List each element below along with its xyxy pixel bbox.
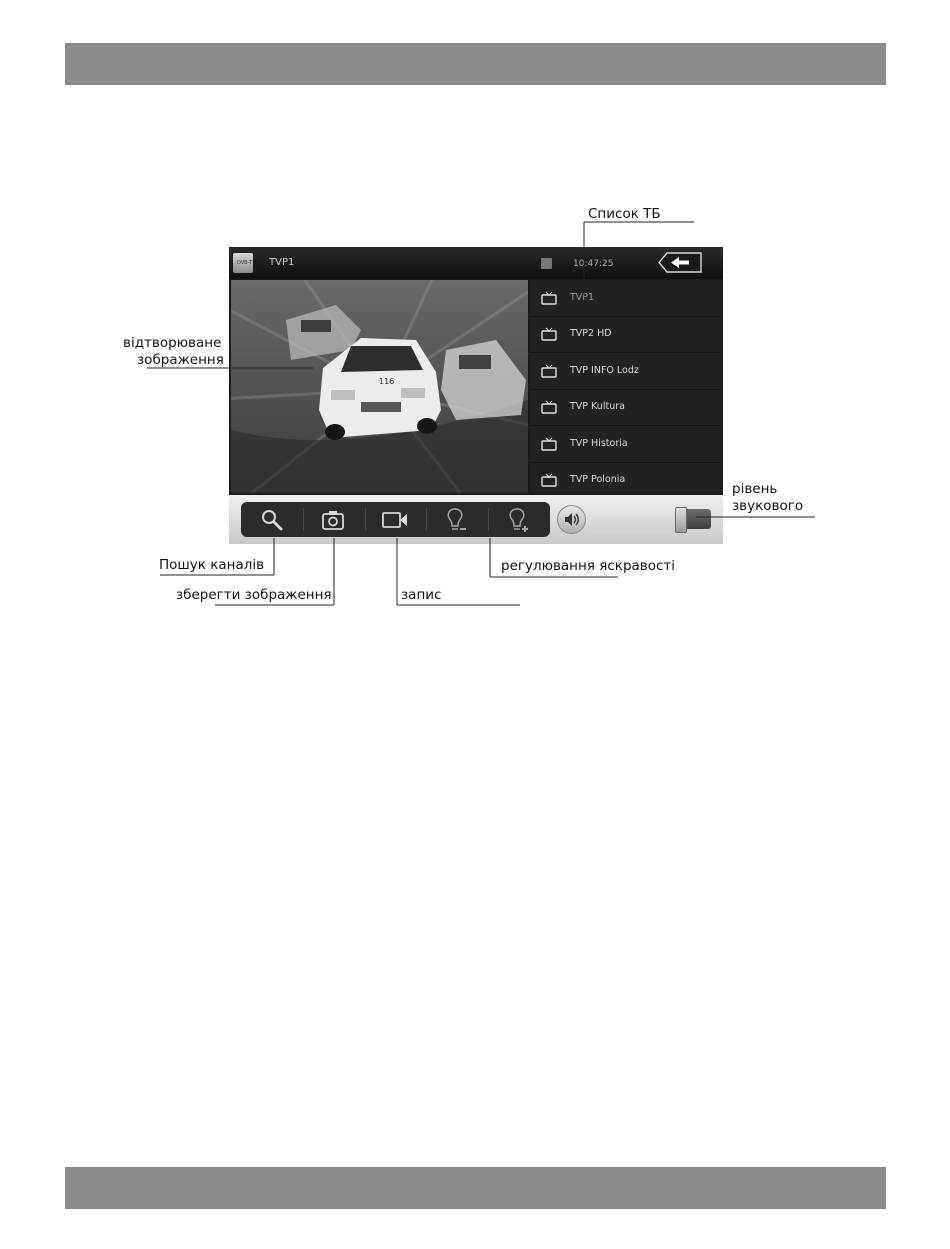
channel-list-item[interactable]	[530, 316, 721, 353]
channel-label: TVP Kultura	[570, 401, 625, 413]
video-playback-area[interactable]	[231, 280, 528, 493]
callout-channel-list: Список ТБ	[588, 206, 661, 222]
back-button[interactable]	[653, 252, 703, 273]
callout-video-line2: зображення	[137, 352, 224, 368]
channel-list	[530, 280, 721, 493]
channel-label: TVP Polonia	[570, 474, 626, 485]
tv-icon	[541, 327, 557, 341]
video-camera-icon	[382, 510, 408, 530]
callout-search: Пошук каналів	[159, 557, 265, 573]
bulb-minus-icon	[445, 507, 469, 533]
control-bar	[229, 495, 723, 544]
callout-save-image: зберегти зображення	[176, 587, 332, 603]
tv-icon	[541, 473, 557, 487]
speaker-icon	[558, 506, 585, 533]
callout-video-line1: відтворюване	[123, 335, 222, 351]
channel-list-item[interactable]	[530, 389, 721, 426]
callout-brightness: регулювання яскравості	[501, 558, 676, 574]
callout-volume-line1: рівень	[732, 481, 778, 497]
channel-list-item[interactable]	[530, 280, 721, 317]
race-car-image	[231, 280, 528, 493]
tv-icon	[541, 437, 557, 451]
status-indicator	[541, 258, 552, 269]
tv-icon	[541, 364, 557, 378]
callout-record: запис	[401, 587, 442, 603]
brightness-down-button[interactable]	[426, 502, 487, 537]
tv-player-screen	[229, 247, 723, 544]
search-icon	[260, 508, 284, 532]
control-separator	[365, 508, 366, 531]
footer-band	[65, 1167, 886, 1209]
tv-icon	[541, 400, 557, 414]
snapshot-button[interactable]	[303, 502, 364, 537]
control-separator	[303, 508, 304, 531]
channel-label: TVP2 HD	[570, 328, 612, 340]
control-separator	[426, 508, 427, 531]
channel-label: TVP Historia	[570, 437, 628, 449]
control-group	[241, 502, 550, 537]
control-separator	[488, 508, 489, 531]
svg-text:116: 116	[379, 377, 395, 386]
volume-slider[interactable]	[591, 509, 711, 529]
clock: 10:47:25	[573, 259, 614, 269]
camera-icon	[321, 509, 345, 531]
search-button[interactable]	[241, 502, 302, 537]
callout-volume-line2: звукового	[732, 498, 804, 514]
header-band	[65, 43, 886, 85]
volume-button[interactable]	[557, 505, 586, 534]
channel-list-item[interactable]	[530, 353, 721, 390]
volume-slider-handle[interactable]	[675, 507, 687, 533]
tv-app-icon[interactable]: DVB-T	[233, 253, 253, 273]
channel-title: TVP1	[269, 257, 295, 268]
channel-label: TVP1	[570, 292, 595, 303]
record-button[interactable]	[365, 502, 426, 537]
brightness-up-button[interactable]	[488, 502, 549, 537]
channel-label: TVP INFO Lodz	[570, 364, 639, 376]
channel-list-item[interactable]	[530, 426, 721, 463]
status-bar	[229, 247, 723, 279]
tv-icon	[541, 291, 557, 305]
bulb-plus-icon	[507, 507, 531, 533]
channel-list-item[interactable]	[530, 462, 721, 499]
